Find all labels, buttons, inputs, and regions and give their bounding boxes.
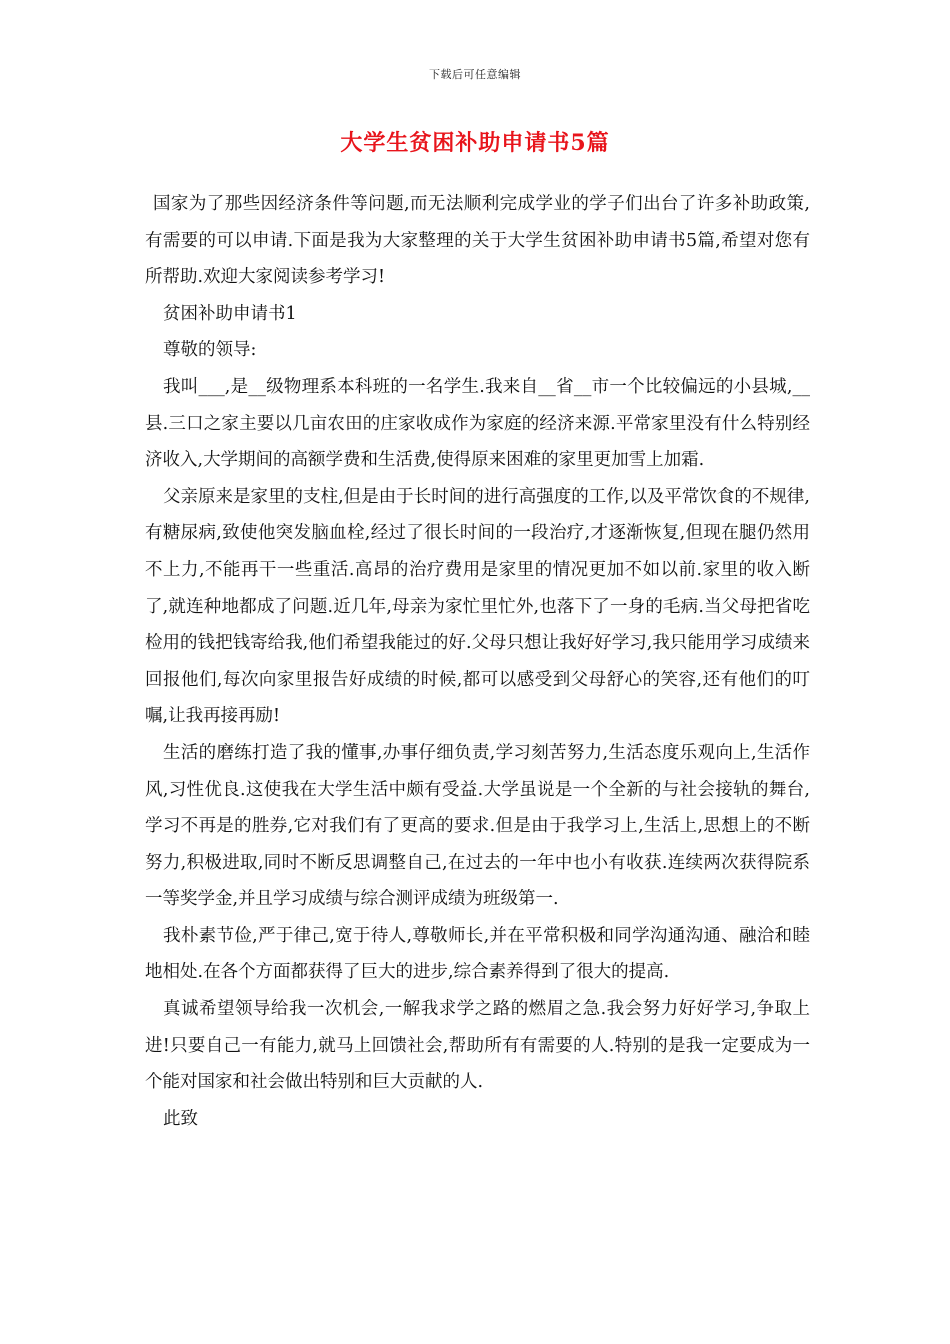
body-paragraph: 生活的磨练打造了我的懂事,办事仔细负责,学习刻苦努力,生活态度乐观向上,生活作风,习性优良.这使我在大学生活中颇有受益.大学虽说是一个全新的与社会接轨的舞台,学习不再是的胜券,它对我们有了更高的要求.但是由于我学习上,生活上,思想上的不断努力,积极进取,同时不断反思调整自己,在过去的一年中也小有收获.连续两次获得院系一等奖学金,并且学习成绩与综合测评成绩为班级第一. bbox=[145, 742, 810, 910]
body-paragraph: 我叫___,是__级物理系本科班的一名学生.我来自__省__市一个比较偏远的小县城,__县.三口之家主要以几亩农田的庄家收成作为家庭的经济来源.平常家里没有什么特别经济收入,大学期间的高额学费和生活费,使得原来困难的家里更加雪上加霜. bbox=[145, 376, 810, 471]
salutation: 尊敬的领导: bbox=[163, 340, 257, 361]
header-note: 下载后可任意编辑 bbox=[429, 68, 521, 81]
closing-line: 此致 bbox=[163, 1108, 198, 1129]
section-heading: 贫困补助申请书1 bbox=[163, 303, 297, 324]
body-paragraph: 真诚希望领导给我一次机会,一解我求学之路的燃眉之急.我会努力好好学习,争取上进!只要自己一有能力,就马上回馈社会,帮助所有有需要的人.特别的是我一定要成为一个能对国家和社会做出特别和巨大贡献的人. bbox=[145, 999, 810, 1093]
page-title: 大学生贫困补助申请书5篇 bbox=[340, 130, 610, 156]
body-paragraph: 父亲原来是家里的支柱,但是由于长时间的进行高强度的工作,以及平常饮食的不规律,有糖尿病,致使他突发脑血栓,经过了很长时间的一段治疗,才逐渐恢复,但现在腿仍然用不上力,不能再干一些重活.高昂的治疗费用是家里的情况更加不如以前.家里的收入断了,就连种地都成了问题.近几年,母亲为家忙里忙外,也落下了一身的毛病.当父母把省吃检用的钱把钱寄给我,他们希望我能过的好.父母只想让我好好学习,我只能用学习成绩来回报他们,每次向家里报告好成绩的时候,都可以感受到父母舒心的笑容,还有他们的叮嘱,让我再接再励! bbox=[145, 486, 810, 727]
document-body bbox=[145, 186, 810, 1137]
body-paragraph: 我朴素节俭,严于律己,宽于待人,尊敬师长,并在平常积极和同学沟通沟通、融洽和睦地相处.在各个方面都获得了巨大的进步,综合素养得到了很大的提高. bbox=[145, 925, 810, 983]
intro-paragraph: 国家为了那些因经济条件等问题,而无法顺利完成学业的学子们出台了许多补助政策,有需要的可以申请.下面是我为大家整理的关于大学生贫困补助申请书5篇,希望对您有所帮助.欢迎大家阅读参考学习! bbox=[145, 194, 810, 288]
